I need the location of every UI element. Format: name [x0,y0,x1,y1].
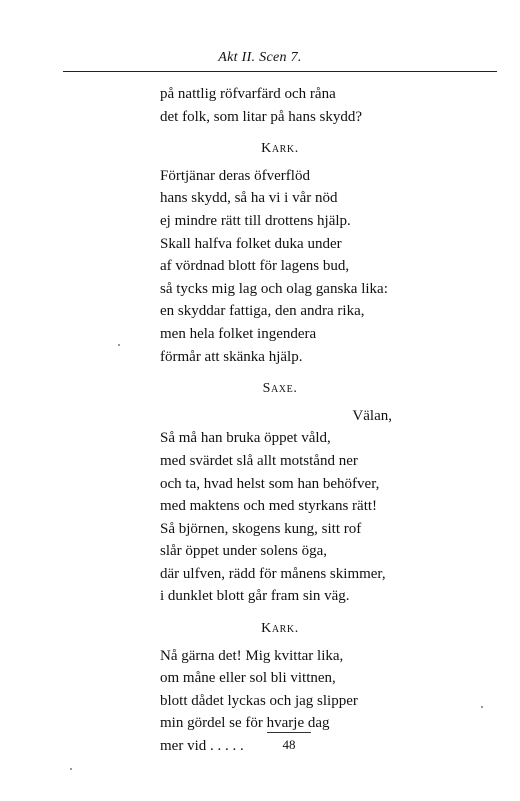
verse-body [160,83,460,758]
verse-line: i dunklet blott går fram sin väg. [160,588,350,605]
footer-rule [267,732,311,733]
verse-line: Förtjänar deras öfverflöd [160,167,310,184]
verse-line: så tycks mig lag och olag ganska lika: [160,280,388,297]
running-header: Akt II. Scen 7. [218,50,302,65]
verse-line: en skyddar fattiga, den andra rika, [160,303,365,320]
verse-line: med svärdet slå allt motstånd ner [160,452,358,469]
speaker-name: Kark. [261,141,299,157]
page-number: 48 [282,737,296,752]
verse-line: mer vid . . . . . [160,738,244,755]
verse-line: men hela folket ingendera [160,325,317,342]
verse-line: med maktens och med styrkans rätt! [160,498,378,515]
verse-line: slår öppet under solens öga, [160,543,328,560]
verse-line: hans skydd, så ha vi i vår nöd [160,190,338,207]
verse-line: förmår att skänka hjälp. [160,348,303,365]
verse-line: Skall halfva folket duka under [160,235,342,252]
verse-line: af vördnad blott för lagens bud, [160,258,350,275]
scan-speck [118,344,120,346]
verse-line: och ta, hvad helst som han behöfver, [160,475,380,492]
verse-line: Nå gärna det! Mig kvittar lika, [160,647,344,664]
scan-speck [70,768,72,770]
verse-line: blott dådet lyckas och jag slipper [160,692,358,709]
verse-line: om måne eller sol bli vittnen, [160,670,336,687]
verse-line: det folk, som litar på hans skydd? [160,108,363,125]
verse-line: min gördel se för hvarje dag [160,715,330,732]
speaker-name: Saxe. [262,381,298,397]
verse-line: där ulfven, rädd för månens skimmer, [160,565,386,582]
verse-line: Så må han bruka öppet våld, [160,430,331,447]
header-rule [63,71,497,72]
verse-line: ej mindre rätt till drottens hjälp. [160,212,351,229]
verse-line-indented: Välan, [352,407,392,424]
verse-line: Så björnen, skogens kung, sitt rof [160,520,362,537]
scan-speck [481,706,483,708]
speaker-name: Kark. [261,621,299,637]
verse-line: på nattlig röfvarfärd och råna [160,86,336,102]
